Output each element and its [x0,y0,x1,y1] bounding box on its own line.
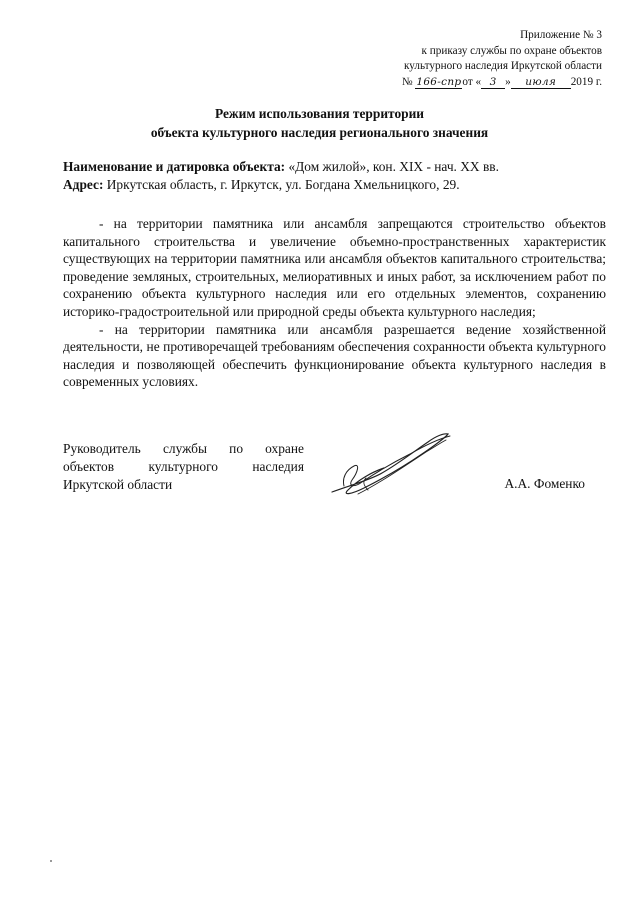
object-address-label: Адрес: [63,177,104,192]
order-year: 2019 г. [570,75,602,88]
regime-text [63,215,606,391]
object-name-value: «Дом жилой», кон. XIX - нач. XX вв. [288,159,499,174]
order-from-text: от « [462,75,482,88]
regime-permissions-paragraph: - на территории памятника или ансамбля разрешается ведение хозяйственной деятельности, не противоречащей требованиям обеспечения сохранности объекта культурного наследия и позволяющей обеспечить функционирование объекта культурного наследия в современных условиях. [63,321,606,390]
scan-speck [50,860,52,862]
appendix-authority: культурного наследия Иркутской области [404,60,602,72]
signer-name: А.А. Фоменко [504,476,585,491]
appendix-number: Приложение № 3 [520,29,602,41]
title-line-2: объекта культурного наследия регионального значения [150,124,489,140]
object-name-row [63,158,608,176]
handwritten-signature [318,428,458,500]
order-quote-close: » [505,75,511,88]
appendix-header [402,28,602,90]
document-title [0,105,639,142]
order-day-handwritten: 3 [481,76,505,89]
object-address-value: Иркутская область, г. Иркутск, ул. Богдана Хмельницкого, 29. [106,177,460,192]
order-month-handwritten: июля [511,76,571,89]
appendix-order-ref: к приказу службы по охране объектов [421,44,602,57]
regime-prohibitions-paragraph: - на территории памятника или ансамбля запрещаются строительство объектов капитального строительства и увеличение объемно-пространственных характеристик существующих на территории памятника или ансамбля объектов капитального строительства; проведение земляных, строительных, мелиоративных и иных работ, за исключением работ по сохранению объекта культурного наследия или его отдельных элементов, сохранению историко-градостроительной или природной среды объекта культурного наследия; [63,216,606,319]
signer-position [63,440,304,493]
signer-position-line-2: объектов культурного наследия [63,458,304,474]
object-info [63,158,608,194]
object-address-row [63,176,608,194]
signer-position-line-1: Руководитель службы по охране [63,441,304,456]
order-date-line [402,75,602,91]
signer-position-line-3: Иркутской области [63,476,173,492]
object-name-label: Наименование и датировка объекта: [63,159,286,174]
order-number-prefix: № [401,75,413,88]
order-number-handwritten: 166-спр [416,75,462,88]
title-line-1: Режим использования территории [214,106,425,121]
